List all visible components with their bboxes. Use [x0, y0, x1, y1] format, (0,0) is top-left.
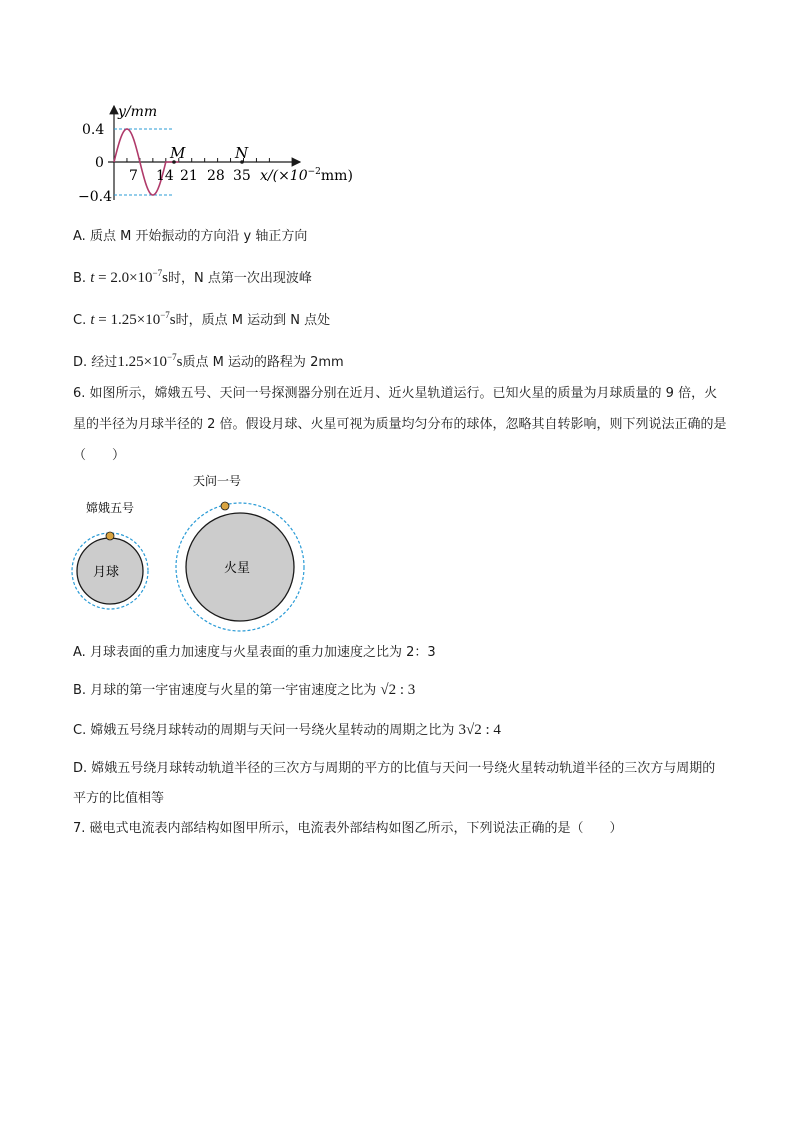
x-tick-label-21: 21: [180, 168, 198, 184]
mars-label: 火星: [223, 561, 251, 576]
q6-option-c[interactable]: [73, 721, 501, 740]
x-tick-label-14: 14: [156, 168, 174, 184]
option-prefix: C.: [73, 313, 87, 328]
option-math: $1.25\times 10^{-7}s$: [117, 352, 183, 370]
point-m-label: M: [170, 144, 186, 162]
y-tick-zero: 0: [95, 155, 104, 171]
q6-option-d[interactable]: [73, 754, 728, 814]
tianwen1-probe: [221, 502, 229, 510]
q6-option-a[interactable]: [73, 644, 436, 662]
option-prefix: B.: [73, 271, 87, 286]
option-text: 时，N 点第一次出现波峰: [167, 271, 312, 286]
y-tick-bottom: −0.4: [78, 189, 112, 205]
change5-label: 嫦娥五号: [85, 501, 135, 515]
option-math: $t = 2.0\times 10^{-7}s$: [90, 268, 168, 286]
orbit-figure: [60, 468, 320, 638]
option-prefix: B.: [73, 683, 87, 698]
y-tick-top: 0.4: [82, 122, 105, 138]
option-math: √2 : 3: [380, 682, 416, 698]
option-text: 月球的第一宇宙速度与火星的第一宇宙速度之比为: [90, 683, 377, 698]
q6-option-b[interactable]: [73, 681, 415, 700]
option-prefix: D.: [73, 355, 88, 370]
option-text: 嫦娥五号绕月球转动轨道半径的三次方与周期的平方的比值与天问一号绕火星转动轨道半径的三次方与周期的平方的比值相等: [73, 761, 716, 806]
q5-option-a[interactable]: [73, 228, 307, 246]
option-text: 质点 M 运动的路程为 2mm: [182, 355, 344, 370]
y-axis-label: y/mm: [118, 104, 158, 120]
wave-figure: [78, 100, 378, 210]
option-text: 月球表面的重力加速度与火星表面的重力加速度之比为 2：3: [89, 645, 436, 660]
option-prefix: D.: [73, 761, 88, 776]
option-text: 时，质点 M 运动到 N 点处: [175, 313, 331, 328]
q7-stem: 7. 磁电式电流表内部结构如图甲所示，电流表外部结构如图乙所示，下列说法正确的是（ ）: [73, 821, 623, 836]
x-tick-label-7: 7: [129, 168, 138, 184]
q6-stem: 6. 如图所示，嫦娥五号、天问一号探测器分别在近月、近火星轨道运行。已知火星的质量为月球质量的 9 倍，火星的半径为月球半径的 2 倍。假设月球、火星可视为质量均匀分布的球体，忽略其自转影响，则下列说法正确的是（ ）: [73, 386, 727, 463]
x-tick-label-28: 28: [207, 168, 225, 184]
option-lead: 经过: [91, 355, 118, 370]
q5-option-d[interactable]: [73, 348, 344, 372]
tianwen1-label: 天问一号: [192, 474, 242, 488]
option-text: 嫦娥五号绕月球转动的周期与天问一号绕火星转动的周期之比为: [90, 723, 455, 738]
change5-probe: [106, 532, 114, 540]
moon-label: 月球: [92, 565, 120, 580]
q5-option-c[interactable]: [73, 306, 330, 330]
option-prefix: C.: [73, 723, 87, 738]
x-tick-label-35: 35: [233, 168, 251, 184]
q5-option-b[interactable]: [73, 264, 312, 288]
x-axis-label: $x/(\times 10^{-2}mm)$: [260, 167, 353, 184]
option-prefix: A.: [73, 229, 86, 244]
option-prefix: A.: [73, 645, 86, 660]
option-text: 质点 M 开始振动的方向沿 y 轴正方向: [89, 229, 308, 244]
option-math: 3√2 : 4: [458, 722, 501, 738]
point-n-label: N: [235, 144, 249, 162]
option-math: $t = 1.25\times 10^{-7}s$: [90, 310, 176, 328]
